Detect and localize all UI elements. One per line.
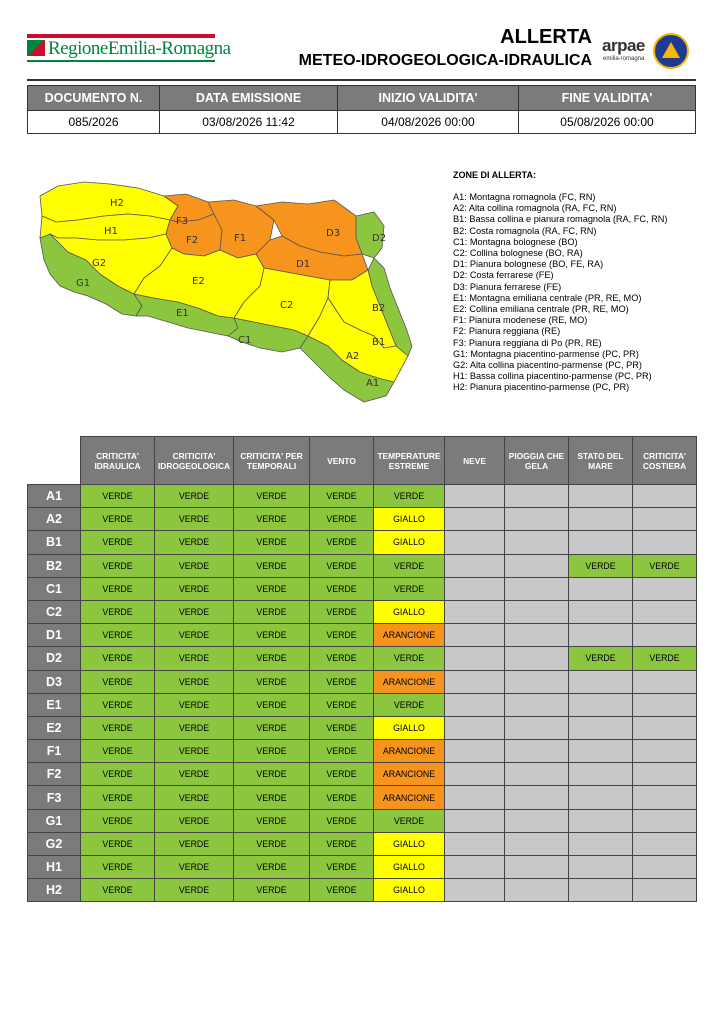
issue-date-header: DATA EMISSIONE (160, 86, 338, 111)
criticity-level-cell: VERDE (569, 554, 633, 577)
criticity-level-cell: VERDE (155, 577, 234, 600)
zone-code-cell: A2 (28, 508, 81, 531)
criticity-level-cell: ARANCIONE (374, 670, 445, 693)
criticity-column-header: CRITICITA' IDRAULICA (81, 437, 155, 485)
validity-start-value: 04/08/2026 00:00 (338, 111, 519, 134)
zone-legend-item: E1: Montagna emiliana centrale (PR, RE, MO) (453, 292, 642, 303)
table-row (28, 531, 697, 554)
criticity-level-cell: VERDE (374, 647, 445, 670)
criticity-level-cell (633, 763, 697, 786)
criticity-level-cell (569, 693, 633, 716)
table-row (28, 577, 697, 600)
criticity-level-cell: VERDE (155, 786, 234, 809)
criticity-level-cell (505, 809, 569, 832)
table-row (28, 763, 697, 786)
criticity-level-cell: VERDE (81, 832, 155, 855)
criticity-level-cell: VERDE (310, 809, 374, 832)
criticity-column-header: STATO DEL MARE (569, 437, 633, 485)
criticity-level-cell: GIALLO (374, 531, 445, 554)
criticity-level-cell: VERDE (81, 600, 155, 623)
map-label-d2: D2 (372, 233, 387, 244)
criticity-level-cell: VERDE (81, 508, 155, 531)
zone-code-cell: D3 (28, 670, 81, 693)
criticity-level-cell (445, 577, 505, 600)
criticity-level-cell: VERDE (374, 693, 445, 716)
criticity-level-cell (633, 670, 697, 693)
criticity-level-cell: VERDE (234, 786, 310, 809)
map-label-c1: C1 (238, 335, 252, 346)
criticity-level-cell (569, 786, 633, 809)
criticity-level-cell: VERDE (155, 670, 234, 693)
table-row (28, 554, 697, 577)
criticity-level-cell (569, 485, 633, 508)
criticity-level-cell (505, 670, 569, 693)
document-info-value-row (28, 111, 696, 134)
criticity-level-cell (633, 577, 697, 600)
zone-code-cell: G1 (28, 809, 81, 832)
zone-legend-item: C2: Collina bolognese (BO, RA) (453, 248, 583, 259)
validity-end-header: FINE VALIDITA' (519, 86, 696, 111)
criticity-level-cell: VERDE (310, 716, 374, 739)
criticity-level-cell (633, 716, 697, 739)
criticity-level-cell: VERDE (234, 647, 310, 670)
map-label-d3: D3 (326, 228, 341, 239)
zone-code-cell: B1 (28, 531, 81, 554)
criticity-level-cell (569, 531, 633, 554)
arpae-logo (602, 36, 645, 56)
criticity-level-cell: VERDE (310, 670, 374, 693)
criticity-level-cell: VERDE (234, 879, 310, 902)
criticity-level-cell: ARANCIONE (374, 763, 445, 786)
table-row (28, 600, 697, 623)
criticity-level-cell: VERDE (81, 693, 155, 716)
map-label-f1: F1 (234, 233, 247, 244)
criticity-level-cell (445, 879, 505, 902)
table-row (28, 670, 697, 693)
criticity-level-cell: VERDE (310, 740, 374, 763)
zone-code-cell: D1 (28, 624, 81, 647)
criticity-level-cell: VERDE (374, 485, 445, 508)
criticity-column-header: CRITICITA' COSTIERA (633, 437, 697, 485)
criticity-level-cell (569, 600, 633, 623)
criticity-header-row (28, 437, 697, 485)
criticity-level-cell (505, 647, 569, 670)
criticity-level-cell: VERDE (81, 624, 155, 647)
region-flag-icon (27, 40, 45, 56)
criticity-level-cell: VERDE (310, 786, 374, 809)
criticity-level-cell (505, 624, 569, 647)
criticity-level-cell: VERDE (81, 879, 155, 902)
criticity-level-cell (505, 832, 569, 855)
zone-legend-item: A2: Alta collina romagnola (RA, FC, RN) (453, 203, 617, 214)
criticity-level-cell (505, 508, 569, 531)
criticity-level-cell: VERDE (81, 647, 155, 670)
zone-code-cell: C2 (28, 600, 81, 623)
criticity-level-cell: VERDE (633, 647, 697, 670)
zone-code-cell: H2 (28, 879, 81, 902)
zone-legend-item: F1: Pianura modenese (RE, MO) (453, 315, 588, 326)
zone-legend-item: C1: Montagna bolognese (BO) (453, 236, 578, 247)
criticity-level-cell (505, 554, 569, 577)
criticity-level-cell (569, 716, 633, 739)
table-row (28, 879, 697, 902)
protezione-civile-triangle-icon (662, 42, 680, 58)
zone-code-cell: A1 (28, 485, 81, 508)
criticity-level-cell: VERDE (81, 809, 155, 832)
criticity-level-cell: VERDE (81, 577, 155, 600)
criticity-level-cell (569, 624, 633, 647)
criticity-level-cell: VERDE (234, 577, 310, 600)
criticity-level-cell (445, 832, 505, 855)
criticity-level-cell (505, 600, 569, 623)
page-title: ALLERTA (500, 26, 592, 48)
criticity-level-cell (505, 740, 569, 763)
criticity-level-cell: VERDE (81, 856, 155, 879)
criticity-level-cell: VERDE (310, 508, 374, 531)
criticity-level-cell: VERDE (234, 832, 310, 855)
criticity-level-cell (569, 879, 633, 902)
criticity-table (27, 436, 697, 902)
zones-legend-list (453, 192, 667, 394)
criticity-level-cell (633, 508, 697, 531)
criticity-level-cell (569, 856, 633, 879)
zones-legend-title: ZONE DI ALLERTA: (453, 170, 536, 180)
map-label-f2: F2 (186, 235, 199, 246)
criticity-level-cell: VERDE (234, 856, 310, 879)
criticity-level-cell: VERDE (155, 600, 234, 623)
criticity-level-cell (633, 600, 697, 623)
criticity-level-cell: VERDE (81, 716, 155, 739)
criticity-level-cell: VERDE (81, 670, 155, 693)
criticity-level-cell (505, 485, 569, 508)
criticity-column-header: PIOGGIA CHE GELA (505, 437, 569, 485)
alert-zones-map (38, 176, 442, 408)
criticity-level-cell: VERDE (374, 577, 445, 600)
criticity-level-cell: VERDE (374, 554, 445, 577)
criticity-level-cell: ARANCIONE (374, 786, 445, 809)
criticity-level-cell: VERDE (155, 485, 234, 508)
map-label-f3: F3 (176, 216, 189, 227)
zone-legend-item: D2: Costa ferrarese (FE) (453, 270, 554, 281)
criticity-level-cell: VERDE (234, 485, 310, 508)
criticity-level-cell (445, 693, 505, 716)
criticity-level-cell: VERDE (155, 716, 234, 739)
zone-legend-item: B1: Bassa collina e pianura romagnola (RA, FC, RN) (453, 214, 668, 225)
criticity-level-cell (445, 624, 505, 647)
zone-code-cell: F3 (28, 786, 81, 809)
page-subtitle: METEO-IDROGEOLOGICA-IDRAULICA (298, 52, 592, 69)
criticity-level-cell (505, 879, 569, 902)
criticity-level-cell (505, 716, 569, 739)
criticity-level-cell: VERDE (155, 693, 234, 716)
table-row (28, 508, 697, 531)
arpae-logo-text: arpae (602, 36, 645, 55)
zone-legend-item: H2: Pianura piacentino-parmense (PC, PR) (453, 382, 630, 393)
map-label-h1: H1 (104, 226, 118, 237)
zone-code-cell: E1 (28, 693, 81, 716)
criticity-level-cell (633, 624, 697, 647)
table-row (28, 832, 697, 855)
criticity-level-cell: VERDE (310, 624, 374, 647)
criticity-level-cell: VERDE (234, 693, 310, 716)
criticity-column-header: CRITICITA' IDROGEOLOGICA (155, 437, 234, 485)
table-row (28, 856, 697, 879)
criticity-level-cell: VERDE (234, 554, 310, 577)
criticity-level-cell (569, 670, 633, 693)
criticity-level-cell: VERDE (310, 763, 374, 786)
validity-start-header: INIZIO VALIDITA' (338, 86, 519, 111)
table-row (28, 624, 697, 647)
table-row (28, 786, 697, 809)
criticity-column-header: CRITICITA' PER TEMPORALI (234, 437, 310, 485)
criticity-level-cell: VERDE (155, 531, 234, 554)
criticity-level-cell (445, 716, 505, 739)
criticity-level-cell (445, 786, 505, 809)
criticity-level-cell: VERDE (234, 670, 310, 693)
criticity-level-cell: VERDE (234, 763, 310, 786)
criticity-level-cell: VERDE (633, 554, 697, 577)
criticity-level-cell: GIALLO (374, 600, 445, 623)
criticity-level-cell (505, 693, 569, 716)
criticity-level-cell (569, 577, 633, 600)
criticity-level-cell: VERDE (234, 508, 310, 531)
arpae-logo-sub: emilia-romagna (603, 56, 645, 62)
criticity-level-cell: VERDE (81, 485, 155, 508)
criticity-level-cell: VERDE (310, 485, 374, 508)
criticity-level-cell: VERDE (310, 856, 374, 879)
zone-legend-item: B2: Costa romagnola (RA, FC, RN) (453, 225, 597, 236)
zone-code-cell: B2 (28, 554, 81, 577)
criticity-level-cell (505, 856, 569, 879)
zone-legend-item: G1: Montagna piacentino-parmense (PC, PR) (453, 348, 639, 359)
criticity-level-cell: VERDE (234, 716, 310, 739)
criticity-level-cell: VERDE (374, 809, 445, 832)
map-label-a1: A1 (366, 378, 380, 389)
criticity-level-cell (505, 786, 569, 809)
criticity-level-cell (569, 809, 633, 832)
header-divider (27, 79, 696, 81)
criticity-column-header: TEMPERATURE ESTREME (374, 437, 445, 485)
criticity-level-cell: VERDE (81, 763, 155, 786)
logo-green-bar (27, 60, 215, 62)
map-label-b2: B2 (372, 303, 386, 314)
criticity-level-cell: VERDE (155, 763, 234, 786)
criticity-level-cell (445, 485, 505, 508)
criticity-level-cell: VERDE (81, 786, 155, 809)
criticity-level-cell: VERDE (155, 879, 234, 902)
criticity-level-cell (569, 740, 633, 763)
criticity-level-cell: VERDE (234, 624, 310, 647)
criticity-level-cell: VERDE (234, 740, 310, 763)
criticity-level-cell: GIALLO (374, 856, 445, 879)
criticity-level-cell (633, 809, 697, 832)
criticity-level-cell (445, 647, 505, 670)
criticity-level-cell: GIALLO (374, 879, 445, 902)
criticity-level-cell (633, 832, 697, 855)
zone-code-cell: E2 (28, 716, 81, 739)
criticity-level-cell: VERDE (310, 693, 374, 716)
criticity-level-cell (633, 786, 697, 809)
criticity-level-cell (505, 763, 569, 786)
zone-legend-item: F3: Pianura reggiana di Po (PR, RE) (453, 337, 602, 348)
doc-number-header: DOCUMENTO N. (28, 86, 160, 111)
criticity-level-cell (445, 740, 505, 763)
criticity-level-cell: VERDE (234, 600, 310, 623)
criticity-level-cell: VERDE (310, 832, 374, 855)
criticity-column-header: NEVE (445, 437, 505, 485)
map-label-c2: C2 (280, 300, 294, 311)
criticity-level-cell (445, 856, 505, 879)
criticity-level-cell: VERDE (310, 554, 374, 577)
criticity-level-cell (633, 740, 697, 763)
criticity-level-cell: VERDE (234, 809, 310, 832)
map-label-a2: A2 (346, 351, 360, 362)
criticity-header-blank (28, 437, 81, 485)
criticity-level-cell: VERDE (155, 508, 234, 531)
criticity-level-cell: VERDE (155, 554, 234, 577)
criticity-level-cell: VERDE (310, 647, 374, 670)
document-info-header-row (28, 86, 696, 111)
zone-code-cell: H1 (28, 856, 81, 879)
criticity-level-cell (445, 763, 505, 786)
criticity-level-cell: ARANCIONE (374, 740, 445, 763)
map-label-g2: G2 (92, 258, 107, 269)
zone-legend-item: E2: Collina emiliana centrale (PR, RE, MO) (453, 304, 629, 315)
zone-legend-item: A1: Montagna romagnola (FC, RN) (453, 192, 596, 202)
zone-legend-item: D3: Pianura ferrarese (FE) (453, 281, 562, 292)
criticity-level-cell: VERDE (81, 531, 155, 554)
table-row (28, 716, 697, 739)
map-label-e1: E1 (176, 308, 189, 319)
zone-code-cell: F2 (28, 763, 81, 786)
criticity-level-cell (445, 600, 505, 623)
criticity-level-cell: VERDE (155, 832, 234, 855)
criticity-level-cell (445, 508, 505, 531)
table-row (28, 485, 697, 508)
zone-legend-item: F2: Pianura reggiana (RE) (453, 326, 561, 337)
criticity-level-cell (505, 577, 569, 600)
criticity-level-cell (445, 809, 505, 832)
map-label-g1: G1 (76, 278, 91, 289)
table-row (28, 693, 697, 716)
criticity-level-cell: VERDE (569, 647, 633, 670)
issue-date-value: 03/08/2026 11:42 (160, 111, 338, 134)
criticity-body (28, 485, 697, 902)
criticity-level-cell (633, 485, 697, 508)
doc-number-value: 085/2026 (28, 111, 160, 134)
criticity-level-cell (633, 879, 697, 902)
criticity-level-cell: GIALLO (374, 508, 445, 531)
table-row (28, 809, 697, 832)
criticity-level-cell: VERDE (155, 856, 234, 879)
criticity-level-cell: VERDE (310, 879, 374, 902)
zone-code-cell: C1 (28, 577, 81, 600)
criticity-level-cell (569, 508, 633, 531)
criticity-level-cell (633, 531, 697, 554)
criticity-level-cell: VERDE (234, 531, 310, 554)
document-info-table (27, 85, 696, 134)
criticity-level-cell: VERDE (310, 531, 374, 554)
zone-code-cell: G2 (28, 832, 81, 855)
map-label-h2: H2 (110, 198, 124, 209)
criticity-level-cell: VERDE (310, 577, 374, 600)
map-label-d1: D1 (296, 259, 311, 270)
zone-code-cell: D2 (28, 647, 81, 670)
criticity-level-cell: VERDE (155, 809, 234, 832)
criticity-level-cell: GIALLO (374, 716, 445, 739)
criticity-level-cell: GIALLO (374, 832, 445, 855)
criticity-level-cell: VERDE (155, 647, 234, 670)
criticity-level-cell (633, 693, 697, 716)
criticity-level-cell: ARANCIONE (374, 624, 445, 647)
criticity-level-cell: VERDE (81, 740, 155, 763)
criticity-level-cell (445, 670, 505, 693)
criticity-level-cell (569, 763, 633, 786)
criticity-level-cell (445, 554, 505, 577)
validity-end-value: 05/08/2026 00:00 (519, 111, 696, 134)
table-row (28, 647, 697, 670)
zone-legend-item: D1: Pianura bolognese (BO, FE, RA) (453, 259, 604, 270)
criticity-level-cell (633, 856, 697, 879)
zone-legend-item: G2: Alta collina piacentino-parmense (PC, PR) (453, 360, 642, 371)
zone-legend-item: H1: Bassa collina piacentino-parmense (PC, PR) (453, 371, 652, 382)
region-logo-text: RegioneEmilia-Romagna (48, 38, 231, 59)
criticity-level-cell: VERDE (155, 740, 234, 763)
table-row (28, 740, 697, 763)
criticity-column-header: VENTO (310, 437, 374, 485)
map-label-b1: B1 (372, 337, 386, 348)
criticity-level-cell: VERDE (310, 600, 374, 623)
criticity-level-cell (505, 531, 569, 554)
zone-code-cell: F1 (28, 740, 81, 763)
criticity-level-cell: VERDE (155, 624, 234, 647)
criticity-level-cell: VERDE (81, 554, 155, 577)
criticity-level-cell (569, 832, 633, 855)
criticity-level-cell (445, 531, 505, 554)
map-label-e2: E2 (192, 276, 205, 287)
